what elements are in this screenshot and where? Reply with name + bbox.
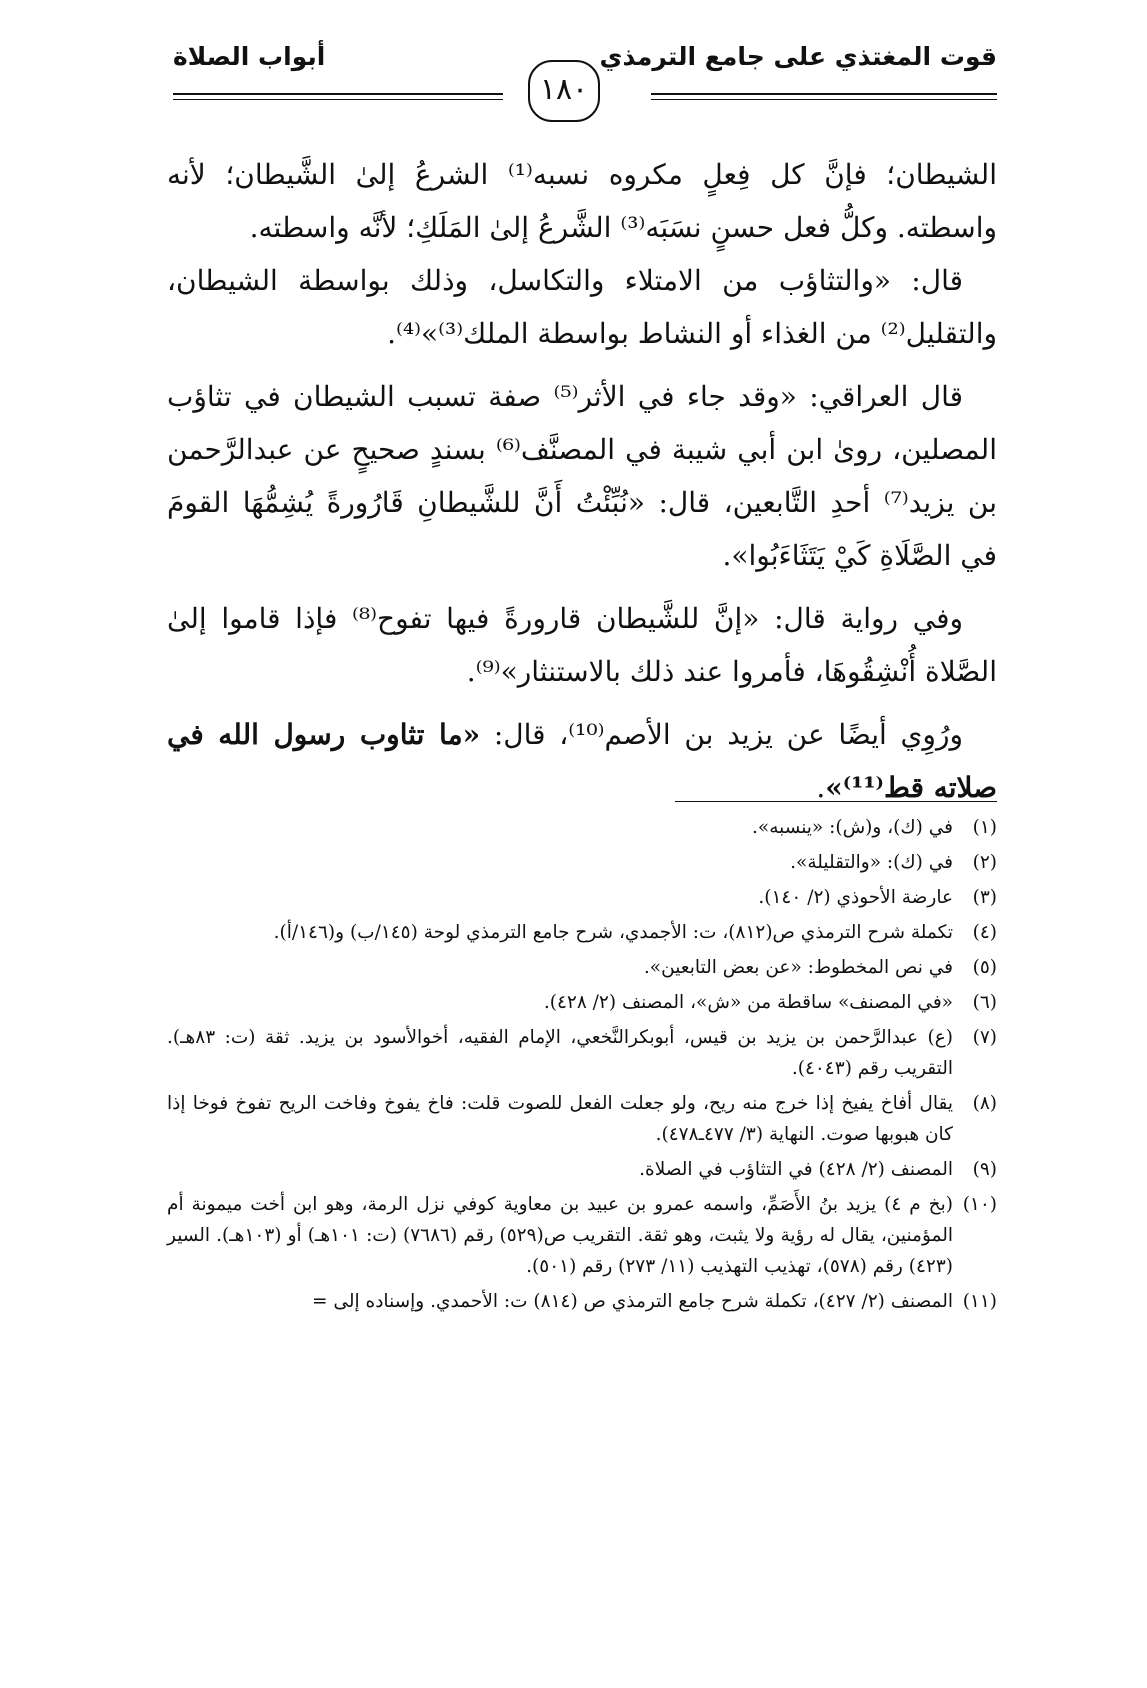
footnote-text: (ع) عبدالرَّحمن بن يزيد بن قيس، أبوبكرالنَّخعي، الإمام الفقيه، أخوالأسود بن يزيد. ثقة (ت: ٨٣هـ). التقريب رقم (٤٠٤٣). <box>167 1027 953 1079</box>
footnote-4 <box>167 917 997 948</box>
footnote-number: (٧) <box>972 1027 997 1048</box>
footnote-7 <box>167 1022 997 1084</box>
main-text <box>167 148 997 814</box>
footnote-text: في (ك)، و(ش): «ينسبه». <box>752 817 953 838</box>
footnote-text: المصنف (٢/ ٤٢٧)، تكملة شرح جامع الترمذي ص (٨١٤) ت: الأحمدي. وإسناده إلى = <box>312 1291 953 1312</box>
footnote-6 <box>167 987 997 1018</box>
footnote-text: «في المصنف» ساقطة من «ش»، المصنف (٢/ ٤٢٨). <box>543 992 953 1013</box>
footnote-9 <box>167 1154 997 1185</box>
footnote-text: تكملة شرح الترمذي ص(٨١٢)، ت: الأجمدي، شرح جامع الترمذي لوحة (١٤٥/ب) و(١٤٦/أ). <box>273 922 953 943</box>
footnote-text: يقال أفاخ يفيخ إذا خرج منه ريح، ولو جعلت الفعل للصوت قلت: فاخ يفوخ وفاخت الريح تفوخ فوخا إذا كان هبوبها صوت. النهاية (٣/ ٤٧٧ـ٤٧٨). <box>167 1093 953 1145</box>
footnote-text: (بخ م ٤) يزيد بنُ الأَصَمِّ، واسمه عمرو بن عبيد بن معاوية كوفي نزل الرمة، وهو ابن أخت ميمونة أم المؤمنين، يقال له رؤية ولا يثبت، وهو ثقة. التقريب ص(٥٢٩) رقم (٧٦٨٦) (ت: ١٠١هـ) أو (١٠٣هـ). السير (٤٢٣) رقم (٥٧٨)، تهذيب التهذيب (١١/ ٢٧٣) رقم (٥٠١). <box>167 1194 953 1277</box>
footnote-number: (١١) <box>962 1291 997 1312</box>
footnote-number: (١٠) <box>962 1194 997 1215</box>
paragraph-1: الشيطان؛ فإنَّ كل فِعلٍ مكروه نسبه⁽¹⁾ الشرعُ إلىٰ الشَّيطان؛ لأنه واسطته. وكلُّ فعل حسنٍ نسَبَه⁽³⁾ الشَّرعُ إلىٰ المَلَكِ؛ لأنَّه واسطته. <box>167 158 997 244</box>
header-rule-left-thin <box>173 99 503 100</box>
footnote-number: (٣) <box>972 887 997 908</box>
footnote-text: المصنف (٢/ ٤٢٨) في التثاؤب في الصلاة. <box>639 1159 953 1180</box>
footnotes-list <box>167 812 997 1321</box>
paragraph-5-end: . <box>816 771 826 804</box>
footnote-text: في (ك): «والتقليلة». <box>790 852 953 873</box>
footnote-1 <box>167 812 997 843</box>
paragraph-3: قال العراقي: «وقد جاء في الأثر⁽⁵⁾ صفة تسبب الشيطان في تثاؤب المصلين، روىٰ ابن أبي شيبة في المصنَّف⁽⁶⁾ بسندٍ صحيحٍ عن عبدالرَّحمن بن يزيد⁽⁷⁾ أحدِ التَّابعين، قال: «نُبِّئْتُ أَنَّ للشَّيطانِ قَارُورةً يُشِمُّهَا القومَ في الصَّلَاةِ كَيْ يَتَثَاءَبُوا». <box>167 380 997 572</box>
footnote-number: (٦) <box>972 992 997 1013</box>
footnote-number: (٢) <box>972 852 997 873</box>
header-rule-left-thick <box>173 93 503 95</box>
header-rule-right-thick <box>651 93 997 95</box>
paragraph-2: قال: «والتثاؤب من الامتلاء والتكاسل، وذلك بواسطة الشيطان، والتقليل⁽²⁾ من الغذاء أو النشاط بواسطة الملك⁽³⁾»⁽⁴⁾. <box>167 264 997 350</box>
footnote-text: عارضة الأحوذي (٢/ ١٤٠). <box>758 887 953 908</box>
running-header-section-title: أبواب الصلاة <box>173 42 326 71</box>
header-rule-right-thin <box>651 99 997 100</box>
paragraph-5-text: ورُوِي أيضًا عن يزيد بن الأصم⁽¹⁰⁾، قال: <box>480 718 963 751</box>
hadith-quote-bold: «ما تثاوب رسول الله في صلاته قط⁽¹¹⁾» <box>167 718 997 804</box>
footnote-8 <box>167 1088 997 1150</box>
paragraph-4: وفي رواية قال: «إنَّ للشَّيطان قارورةً فيها تفوح⁽⁸⁾ فإذا قاموا إلىٰ الصَّلاة أُنْشِقُوهَا، فأمروا عند ذلك بالاستنثار»⁽⁹⁾. <box>167 602 997 688</box>
footnote-11 <box>167 1286 997 1317</box>
footnote-2 <box>167 847 997 878</box>
footnote-number: (٩) <box>972 1159 997 1180</box>
footnote-3 <box>167 882 997 913</box>
footnote-separator <box>675 801 997 802</box>
page-number-badge: ١٨٠ <box>528 60 600 122</box>
footnote-number: (٤) <box>972 922 997 943</box>
footnote-10 <box>167 1189 997 1282</box>
footnote-5 <box>167 952 997 983</box>
footnote-number: (٨) <box>972 1093 997 1114</box>
footnote-text: في نص المخطوط: «عن بعض التابعين». <box>643 957 953 978</box>
running-header-book-title: قوت المغتذي على جامع الترمذي <box>599 42 997 71</box>
footnote-number: (٥) <box>972 957 997 978</box>
footnote-number: (١) <box>972 817 997 838</box>
paragraph-5 <box>167 708 997 814</box>
